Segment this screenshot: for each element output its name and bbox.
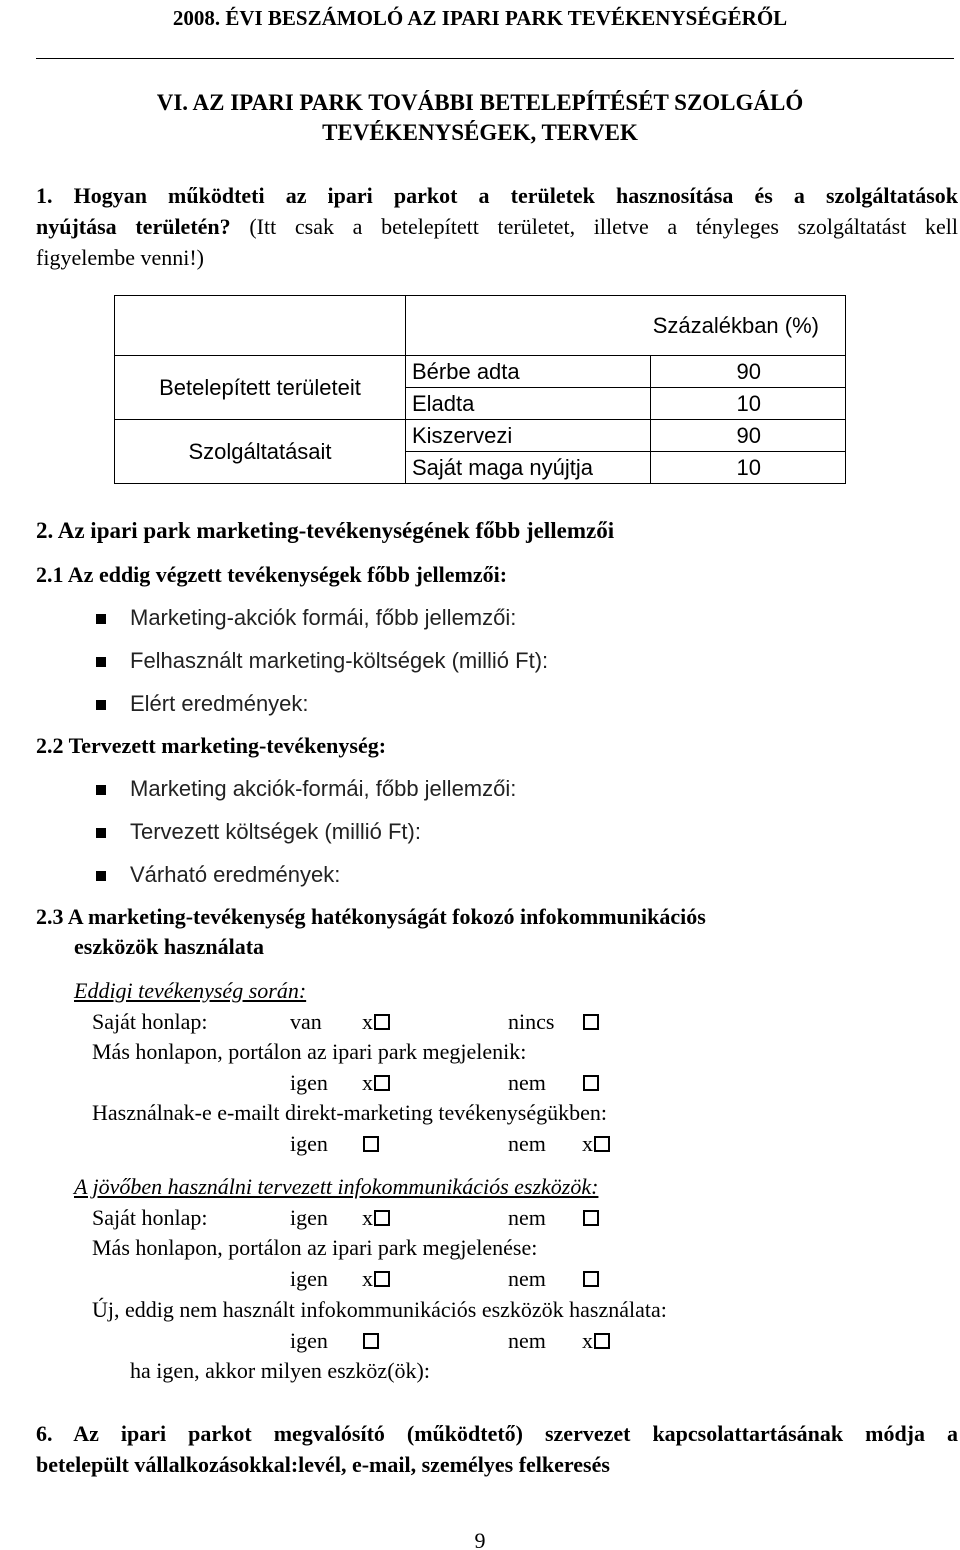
- future-other-site-yes-option[interactable]: igen: [290, 1266, 328, 1291]
- future-new-tools-yes-checkbox[interactable]: [362, 1328, 379, 1354]
- bullet-square-icon: [96, 614, 106, 624]
- bullet-square-icon: [96, 828, 106, 838]
- which-tools-label: ha igen, akkor milyen eszköz(ök):: [130, 1358, 430, 1383]
- checkbox-square-icon: [374, 1271, 390, 1287]
- own-site-no-checkbox[interactable]: [582, 1009, 599, 1035]
- table-row-name: Eladta: [406, 388, 651, 420]
- subsection-2-3-title-line1: 2.3 A marketing-tevékenység hatékonyságát fokozó infokommunikációs: [36, 904, 706, 929]
- future-new-tools-label: Új, eddig nem használt infokommunikációs eszközök használata:: [92, 1297, 667, 1322]
- future-other-site-no-option[interactable]: nem: [508, 1266, 546, 1291]
- future-new-tools-no-option[interactable]: nem: [508, 1328, 546, 1353]
- bullet-square-icon: [96, 657, 106, 667]
- future-other-site-yes-checkbox[interactable]: x: [362, 1266, 390, 1292]
- checkbox-square-icon: [363, 1136, 379, 1152]
- checkbox-square-icon: [374, 1014, 390, 1030]
- email-no-option[interactable]: nem: [508, 1131, 546, 1156]
- subsection-2-2-title: 2.2 Tervezett marketing-tevékenység:: [36, 733, 387, 758]
- other-site-yes-option[interactable]: igen: [290, 1070, 328, 1095]
- email-yes-checkbox[interactable]: [362, 1131, 379, 1157]
- table-header-percent: Százalékban (%): [406, 296, 846, 356]
- bullet-square-icon: [96, 785, 106, 795]
- own-site-yes-option[interactable]: van: [290, 1009, 322, 1034]
- table-group-label: Szolgáltatásait: [115, 420, 406, 484]
- other-site-no-checkbox[interactable]: [582, 1070, 599, 1096]
- header-divider: [36, 58, 954, 59]
- own-site-yes-checkbox[interactable]: x: [362, 1009, 390, 1035]
- question-1-note: (Itt csak a betelepített területet, illetve a tényleges szolgáltatást kell: [230, 214, 958, 239]
- table-row-value: 90: [651, 356, 846, 388]
- checkbox-square-icon: [374, 1210, 390, 1226]
- question-1-line3: figyelembe venni!): [36, 245, 204, 270]
- section-title-line2: TEVÉKENYSÉGEK, TERVEK: [322, 120, 638, 145]
- table-row-name: Kiszervezi: [406, 420, 651, 452]
- future-own-site-no-checkbox[interactable]: [582, 1205, 599, 1231]
- future-new-tools-yes-option[interactable]: igen: [290, 1328, 328, 1353]
- bullet-square-icon: [96, 700, 106, 710]
- table-empty-corner: [115, 296, 406, 356]
- checkbox-square-icon: [374, 1075, 390, 1091]
- own-site-no-option[interactable]: nincs: [508, 1009, 555, 1034]
- future-own-site-yes-option[interactable]: igen: [290, 1205, 328, 1230]
- checkbox-square-icon: [583, 1271, 599, 1287]
- subsection-2-1-title: 2.1 Az eddig végzett tevékenységek főbb jellemzői:: [36, 562, 508, 587]
- future-own-site-yes-checkbox[interactable]: x: [362, 1205, 390, 1231]
- email-yes-option[interactable]: igen: [290, 1131, 328, 1156]
- past-activity-heading: Eddigi tevékenység során:: [74, 978, 307, 1003]
- checkbox-square-icon: [583, 1210, 599, 1226]
- future-plans-heading: A jövőben használni tervezett infokommunikációs eszközök:: [74, 1174, 599, 1199]
- table-row-value: 90: [651, 420, 846, 452]
- question-6-line1: 6. Az ipari parkot megvalósító (működtető) szervezet kapcsolattartásának módja a: [36, 1421, 958, 1446]
- subsection-2-3-title-line2: eszközök használata: [74, 934, 265, 959]
- page-number: 9: [474, 1528, 486, 1550]
- checkbox-square-icon: [583, 1014, 599, 1030]
- own-site-label: Saját honlap:: [92, 1009, 208, 1034]
- future-other-site-label: Más honlapon, portálon az ipari park megjelenése:: [92, 1235, 538, 1260]
- other-site-no-option[interactable]: nem: [508, 1070, 546, 1095]
- future-own-site-no-option[interactable]: nem: [508, 1205, 546, 1230]
- email-label: Használnak-e e-mailt direkt-marketing tevékenységükben:: [92, 1100, 607, 1125]
- email-no-checkbox[interactable]: x: [582, 1131, 610, 1157]
- page-header-title: 2008. ÉVI BESZÁMOLÓ AZ IPARI PARK TEVÉKENYSÉGÉRŐL: [172, 6, 788, 30]
- checkbox-square-icon: [594, 1136, 610, 1152]
- future-other-site-no-checkbox[interactable]: [582, 1266, 599, 1292]
- question-1-line2: [36, 211, 958, 242]
- table-row-value: 10: [651, 388, 846, 420]
- question-1-line1: 1. Hogyan működteti az ipari parkot a területek hasznosítása és a szolgáltatások: [36, 183, 958, 208]
- land-use-table: [114, 295, 846, 484]
- table-row-name: Bérbe adta: [406, 356, 651, 388]
- table-group-label: Betelepített területeit: [115, 356, 406, 420]
- checkbox-square-icon: [583, 1075, 599, 1091]
- future-own-site-label: Saját honlap:: [92, 1205, 208, 1230]
- table-row-value: 10: [651, 452, 846, 484]
- question-1-bold: nyújtása területén?: [36, 214, 231, 239]
- other-site-label: Más honlapon, portálon az ipari park megjelenik:: [92, 1039, 527, 1064]
- table-row-name: Saját maga nyújtja: [406, 452, 651, 484]
- bullet-square-icon: [96, 871, 106, 881]
- other-site-yes-checkbox[interactable]: x: [362, 1070, 390, 1096]
- question-6-line2: betelepült vállalkozásokkal:levél, e-mail, személyes felkeresés: [36, 1452, 610, 1477]
- checkbox-square-icon: [363, 1333, 379, 1349]
- checkbox-square-icon: [594, 1333, 610, 1349]
- section-title-line1: VI. AZ IPARI PARK TOVÁBBI BETELEPÍTÉSÉT SZOLGÁLÓ: [156, 90, 804, 115]
- question-2-title: 2. Az ipari park marketing-tevékenységének főbb jellemzői: [36, 518, 615, 543]
- future-new-tools-no-checkbox[interactable]: x: [582, 1328, 610, 1354]
